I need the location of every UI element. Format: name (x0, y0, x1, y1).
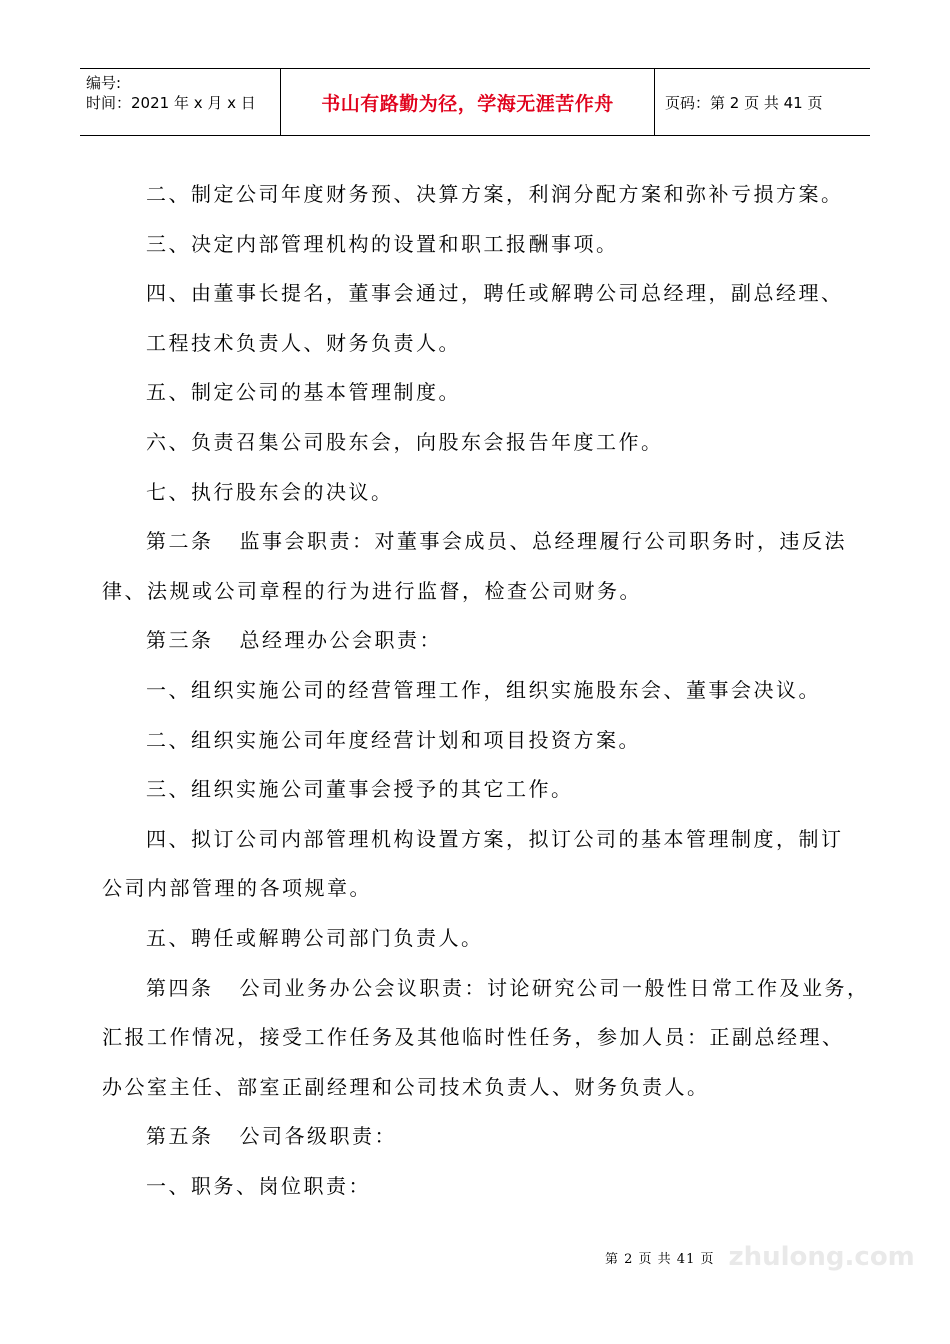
header-meta-cell (80, 69, 281, 135)
text-line (102, 418, 862, 468)
line-text: 四、拟订公司内部管理机构设置方案，拟订公司的基本管理制度，制订 (146, 826, 844, 851)
time-label: 时间：2021 年 x 月 x 日 (86, 94, 256, 112)
text-line (102, 468, 862, 518)
article-label: 第三条 (146, 628, 214, 653)
text-line (102, 864, 862, 914)
line-text: 汇报工作情况，接受工作任务及其他临时性任务，参加人员：正副总经理、 (102, 1025, 845, 1050)
text-line (102, 1013, 862, 1063)
line-text: 工程技术负责人、财务负责人。 (146, 330, 461, 355)
page-info: 页码：第 2 页 共 41 页 (665, 93, 823, 112)
text-line (102, 1162, 862, 1212)
line-text: 公司各级职责： (239, 1124, 397, 1149)
footer-page-number: 第 2 页 共 41 页 (605, 1251, 715, 1267)
line-text: 七、执行股东会的决议。 (146, 479, 394, 504)
text-line (102, 269, 862, 319)
line-text: 四、由董事长提名，董事会通过，聘任或解聘公司总经理，副总经理、 (146, 281, 844, 306)
line-text: 总经理办公会职责： (239, 628, 442, 653)
line-text: 二、制定公司年度财务预、决算方案，利润分配方案和弥补亏损方案。 (146, 182, 844, 206)
line-text: 律、法规或公司章程的行为进行监督，检查公司财务。 (102, 578, 642, 603)
line-text: 五、制定公司的基本管理制度。 (146, 380, 461, 405)
line-text: 三、组织实施公司董事会授予的其它工作。 (146, 777, 574, 802)
article-label: 第四条 (146, 975, 214, 1000)
line-text: 五、聘任或解聘公司部门负责人。 (146, 925, 484, 950)
page-header (80, 68, 870, 136)
text-line (102, 1112, 862, 1162)
motto-text: 书山有路勤为径，学海无涯苦作舟 (321, 92, 614, 115)
article-label: 第二条 (146, 529, 214, 554)
text-line (102, 815, 862, 865)
line-text: 三、决定内部管理机构的设置和职工报酬事项。 (146, 231, 619, 256)
text-line (102, 220, 862, 270)
line-text: 办公室主任、部室正副经理和公司技术负责人、财务负责人。 (102, 1074, 710, 1099)
number-label: 编号: (86, 74, 122, 92)
line-text: 一、职务、岗位职责： (146, 1173, 371, 1198)
text-line (102, 914, 862, 964)
header-page-cell (655, 69, 870, 135)
line-text: 一、组织实施公司的经营管理工作，组织实施股东会、董事会决议。 (146, 677, 821, 702)
text-line (102, 368, 862, 418)
text-line (102, 517, 862, 567)
text-line (102, 765, 862, 815)
text-line (102, 319, 862, 369)
text-line (102, 1063, 862, 1113)
line-text: 监事会职责：对董事会成员、总经理履行公司职务时，违反法 (239, 529, 847, 554)
line-text: 公司业务办公会议职责：讨论研究公司一般性日常工作及业务， (239, 975, 870, 1000)
line-text: 六、负责召集公司股东会，向股东会报告年度工作。 (146, 429, 664, 454)
text-line (102, 716, 862, 766)
text-line (102, 964, 870, 1014)
line-text: 二、组织实施公司年度经营计划和项目投资方案。 (146, 727, 641, 752)
line-text: 公司内部管理的各项规章。 (102, 876, 372, 901)
page-footer (605, 1242, 915, 1272)
text-line (102, 567, 862, 617)
document-body (102, 170, 870, 1211)
text-line (102, 170, 862, 220)
watermark-logo: zhulong.com (728, 1242, 915, 1272)
text-line (102, 616, 862, 666)
article-label: 第五条 (146, 1124, 214, 1149)
header-motto-cell (281, 69, 655, 135)
text-line (102, 666, 862, 716)
